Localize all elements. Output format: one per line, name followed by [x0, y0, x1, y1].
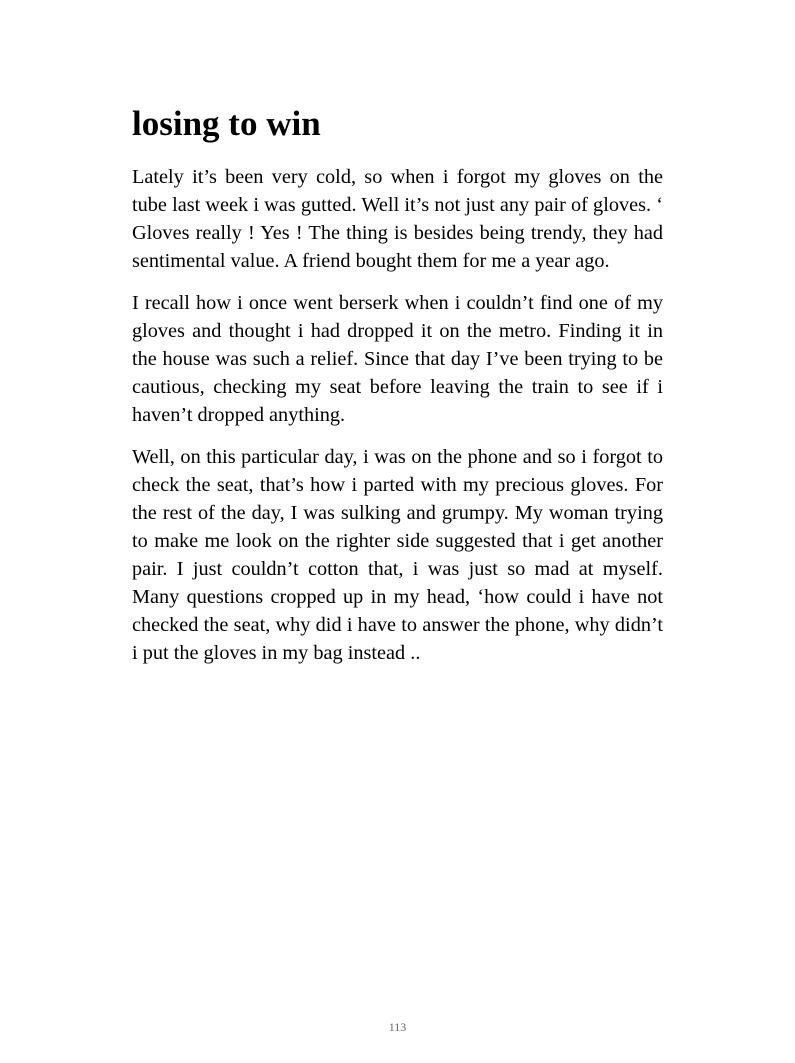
paragraph-1: Lately it’s been very cold, so when i forgot my gloves on the tube last week i was gutted. Well it’s not just any pair of gloves. ‘ Gloves really ! Yes ! The thing is besides being trendy, they had sentimental value. A friend bought them for me a year ago. [132, 166, 663, 272]
page-number: 113 [388, 1020, 407, 1034]
paragraph-3: Well, on this particular day, i was on the phone and so i forgot to check the seat, that’s how i parted with my precious gloves. For the rest of the day, I was sulking and grumpy. My woman trying to make me look on the righter side suggested that i get another pair. I just couldn’t cotton that, i was just so mad at myself. Many questions cropped up in my head, ‘how could i have not checked the seat, why did i have to answer the phone, why didn’t i put the gloves in my bag instead .. [132, 446, 663, 664]
page-title: losing to win [132, 104, 321, 143]
body-text [132, 163, 663, 681]
paragraph-2: I recall how i once went berserk when i couldn’t find one of my gloves and thought i had dropped it on the metro. Finding it in the house was such a relief. Since that day I’ve been trying to be cautious, checking my seat before leaving the train to see if i haven’t dropped anything. [132, 292, 663, 426]
